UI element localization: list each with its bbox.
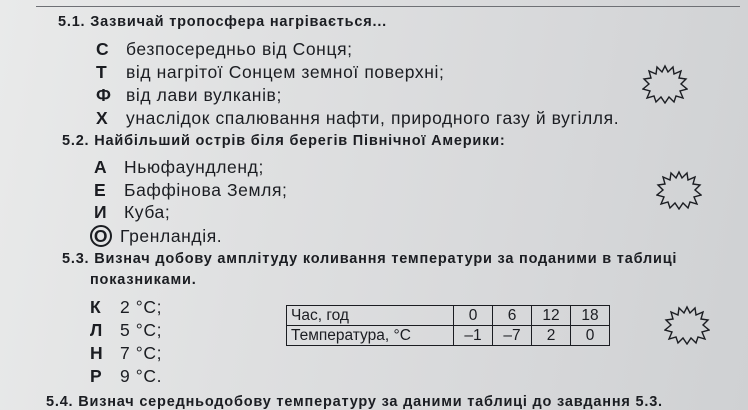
answer-option[interactable]: [90, 343, 162, 364]
top-rule: [36, 6, 740, 7]
star-burst-icon: [656, 170, 702, 210]
question-5-3-title: 5.3. Визнач добову амплітуду коливання температури за поданими в таблиці: [62, 251, 678, 267]
table-cell: 0: [571, 326, 610, 346]
option-text: 5 °С;: [120, 320, 163, 340]
answer-option-selected[interactable]: [94, 225, 222, 247]
table-cell: 2: [532, 326, 571, 346]
table-row-header: Температура, °С: [287, 326, 454, 346]
burst-outline: [665, 307, 709, 344]
star-burst-icon: [664, 305, 710, 345]
option-letter: Н: [90, 343, 104, 363]
option-text: Гренландія.: [120, 226, 223, 246]
option-text: від нагрітої Сонцем земної поверхні;: [126, 62, 445, 82]
option-letter: А: [94, 157, 108, 177]
table-cell: –1: [454, 326, 493, 346]
option-text: 7 °С;: [120, 343, 163, 363]
answer-option[interactable]: [90, 320, 162, 341]
question-5-3-title-cont: показниками.: [90, 272, 197, 288]
answer-option[interactable]: [90, 297, 162, 318]
answer-option[interactable]: [94, 157, 264, 178]
answer-option[interactable]: [96, 108, 619, 129]
table-cell: 6: [493, 306, 532, 326]
answer-option[interactable]: [96, 62, 444, 83]
burst-outline: [643, 66, 687, 103]
answer-option[interactable]: [94, 180, 287, 201]
star-burst-icon: [642, 64, 688, 104]
answer-option[interactable]: [94, 202, 170, 223]
answer-option[interactable]: [96, 85, 282, 106]
option-letter: Х: [96, 108, 109, 128]
table-row: [287, 306, 610, 326]
option-text: Баффінова Земля;: [124, 180, 288, 200]
option-text: Ньюфаундленд;: [124, 157, 264, 177]
option-letter: Т: [96, 62, 108, 82]
burst-outline: [657, 172, 701, 209]
table-row-header: Час, год: [287, 306, 454, 326]
temperature-table: [286, 305, 610, 346]
option-letter: Ф: [96, 85, 112, 105]
question-5-4-title: 5.4. Визнач середньодобову температуру за даними таблиці до завдання 5.3.: [46, 394, 663, 410]
option-letter: Р: [90, 366, 103, 386]
option-letter: Л: [90, 320, 103, 340]
table-cell: 0: [454, 306, 493, 326]
option-letter: Е: [94, 180, 107, 200]
option-text: від лави вулканів;: [126, 85, 282, 105]
answer-option[interactable]: [96, 39, 353, 60]
option-text: 9 °С.: [120, 366, 163, 386]
option-text: унаслідок спалювання нафти, природного газу й вугілля.: [126, 108, 620, 128]
circled-option-letter: О: [90, 225, 112, 247]
option-letter: К: [90, 297, 102, 317]
table-row: [287, 326, 610, 346]
question-5-1-title: 5.1. Зазвичай тропосфера нагрівається...: [58, 14, 387, 30]
answer-option[interactable]: [90, 366, 162, 387]
table-cell: 18: [571, 306, 610, 326]
option-text: безпосередньо від Сонця;: [126, 39, 353, 59]
option-letter: С: [96, 39, 110, 59]
option-text: 2 °С;: [120, 297, 163, 317]
option-text: Куба;: [124, 202, 171, 222]
question-5-2-title: 5.2. Найбільший острів біля берегів Північної Америки:: [62, 133, 506, 149]
option-letter: И: [94, 202, 108, 222]
table-cell: 12: [532, 306, 571, 326]
table-cell: –7: [493, 326, 532, 346]
